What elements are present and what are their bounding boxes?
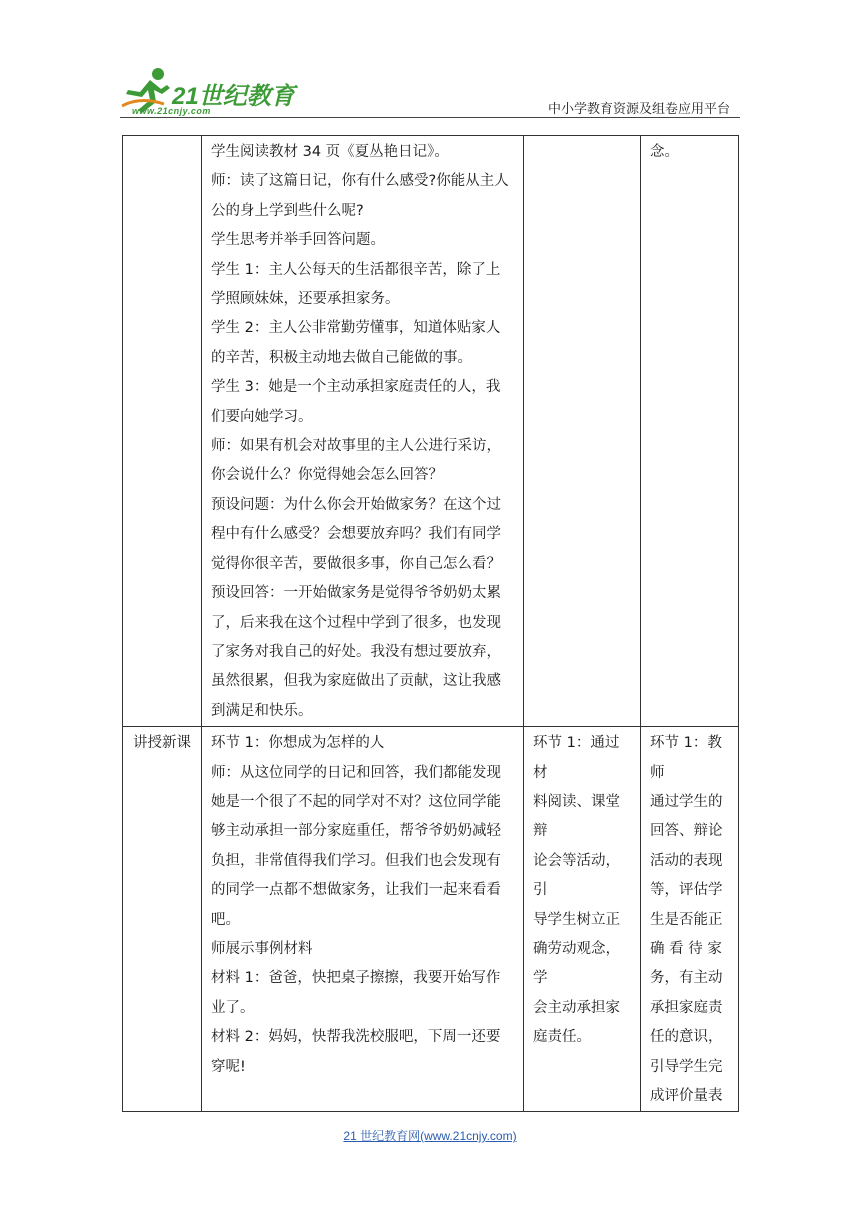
text-line: 业了。 [211, 999, 255, 1016]
intent-cell [524, 136, 641, 727]
stage-cell [123, 136, 202, 727]
text-line: 成评价量表 [650, 1088, 723, 1104]
text-line: 觉得你很辛苦，要做很多事，你自己怎么看？ [211, 555, 501, 572]
logo-text: 21世纪教育 [172, 83, 295, 110]
text-line: 确劳动观念，学 [533, 940, 620, 987]
text-line: 引导学生完 [650, 1058, 723, 1075]
stage-cell [123, 727, 202, 1112]
text-line: 料阅读、课堂辩 [533, 793, 620, 840]
site-logo[interactable] [120, 62, 340, 118]
text-line: 程中有什么感受？会想要放弃吗？我们有同学 [211, 526, 501, 543]
text-line: 负担，非常值得我们学习。但我们也会发现有 [211, 852, 501, 869]
intent-cell [524, 727, 641, 1112]
text-line: 师：读了这篇日记，你有什么感受?你能从主人 [211, 173, 509, 190]
text-line: 学生阅读教材 34 页《夏丛艳日记》。 [211, 144, 449, 160]
table-row [123, 136, 739, 727]
text-line: 材料 1：爸爸，快把桌子擦擦，我要开始写作 [211, 970, 501, 987]
text-line: 回答、辩论 [650, 823, 723, 840]
text-line: 确 看 待 家 [650, 940, 722, 957]
text-line: 等，评估学 [650, 882, 723, 899]
text-line: 生是否能正 [650, 911, 723, 928]
text-line: 会主动承担家 [533, 999, 620, 1016]
text-line: 学照顾妹妹，还要承担家务。 [211, 291, 400, 308]
text-line: 任的意识， [650, 1029, 723, 1046]
text-line: 学生 1：主人公每天的生活都很辛苦，除了上 [211, 261, 501, 278]
assessment-cell [641, 727, 739, 1112]
activity-cell [202, 136, 524, 727]
text-line: 了家务对我自己的好处。我没有想过要放弃， [211, 643, 501, 660]
lesson-plan-table [122, 135, 739, 1112]
text-line: 学生思考并举手回答问题。 [211, 232, 385, 249]
text-line: 吧。 [211, 911, 240, 928]
text-line: 到满足和快乐。 [211, 702, 313, 719]
text-line: 虽然很累，但我为家庭做出了贡献，这让我感 [211, 673, 501, 690]
text-line: 环节 1：通过材 [533, 735, 620, 781]
activity-cell [202, 727, 524, 1112]
text-line: 穿呢! [211, 1058, 246, 1075]
footer-link[interactable]: 21 世纪教育网(www.21cnjy.com) [343, 1129, 517, 1143]
text-line: 公的身上学到些什么呢? [211, 202, 364, 219]
text-line: 师展示事例材料 [211, 940, 313, 957]
text-line: 活动的表现 [650, 852, 723, 869]
platform-label: 中小学教育资源及组卷应用平台 [547, 102, 730, 117]
text-line: 了，后来我在这个过程中学到了很多，也发现 [211, 614, 501, 631]
text-line: 导学生树立正 [533, 911, 620, 928]
text-line: 环节 1：你想成为怎样的人 [211, 735, 385, 752]
page-header [120, 62, 740, 120]
text-line: 务，有主动 [650, 970, 723, 987]
text-line: 庭责任。 [533, 1029, 591, 1046]
text-line: 的辛苦，积极主动地去做自己能做的事。 [211, 349, 472, 366]
stage-label: 讲授新课 [133, 735, 191, 752]
text-line: 学生 3：她是一个主动承担家庭责任的人，我 [211, 379, 501, 396]
text-line: 师：如果有机会对故事里的主人公进行采访， [211, 438, 501, 455]
text-line: 论会等活动，引 [533, 852, 620, 899]
text-line: 师：从这位同学的日记和回答，我们都能发现 [211, 764, 501, 781]
text-line: 材料 2：妈妈，快帮我洗校服吧，下周一还要 [211, 1029, 501, 1046]
text-line: 通过学生的 [650, 793, 723, 810]
logo-url: www.21cnjy.com [132, 106, 211, 116]
text-line: 你会说什么？你觉得她会怎么回答？ [211, 467, 443, 484]
text-line: 承担家庭责 [650, 999, 723, 1016]
text-line: 念。 [650, 144, 679, 160]
text-line: 的同学一点都不想做家务，让我们一起来看看 [211, 882, 501, 899]
text-line: 预设回答：一开始做家务是觉得爷爷奶奶太累 [211, 585, 501, 602]
assessment-cell [641, 136, 739, 727]
text-line: 环节 1：教师 [650, 735, 722, 781]
table-row [123, 727, 739, 1112]
text-line: 预设问题：为什么你会开始做家务？在这个过 [211, 496, 501, 513]
header-divider [120, 117, 740, 118]
text-line: 们要向她学习。 [211, 408, 313, 425]
text-line: 够主动承担一部分家庭重任，帮爷爷奶奶减轻 [211, 823, 501, 840]
text-line: 她是一个很了不起的同学对不对？这位同学能 [211, 793, 501, 810]
text-line: 学生 2：主人公非常勤劳懂事，知道体贴家人 [211, 320, 501, 337]
